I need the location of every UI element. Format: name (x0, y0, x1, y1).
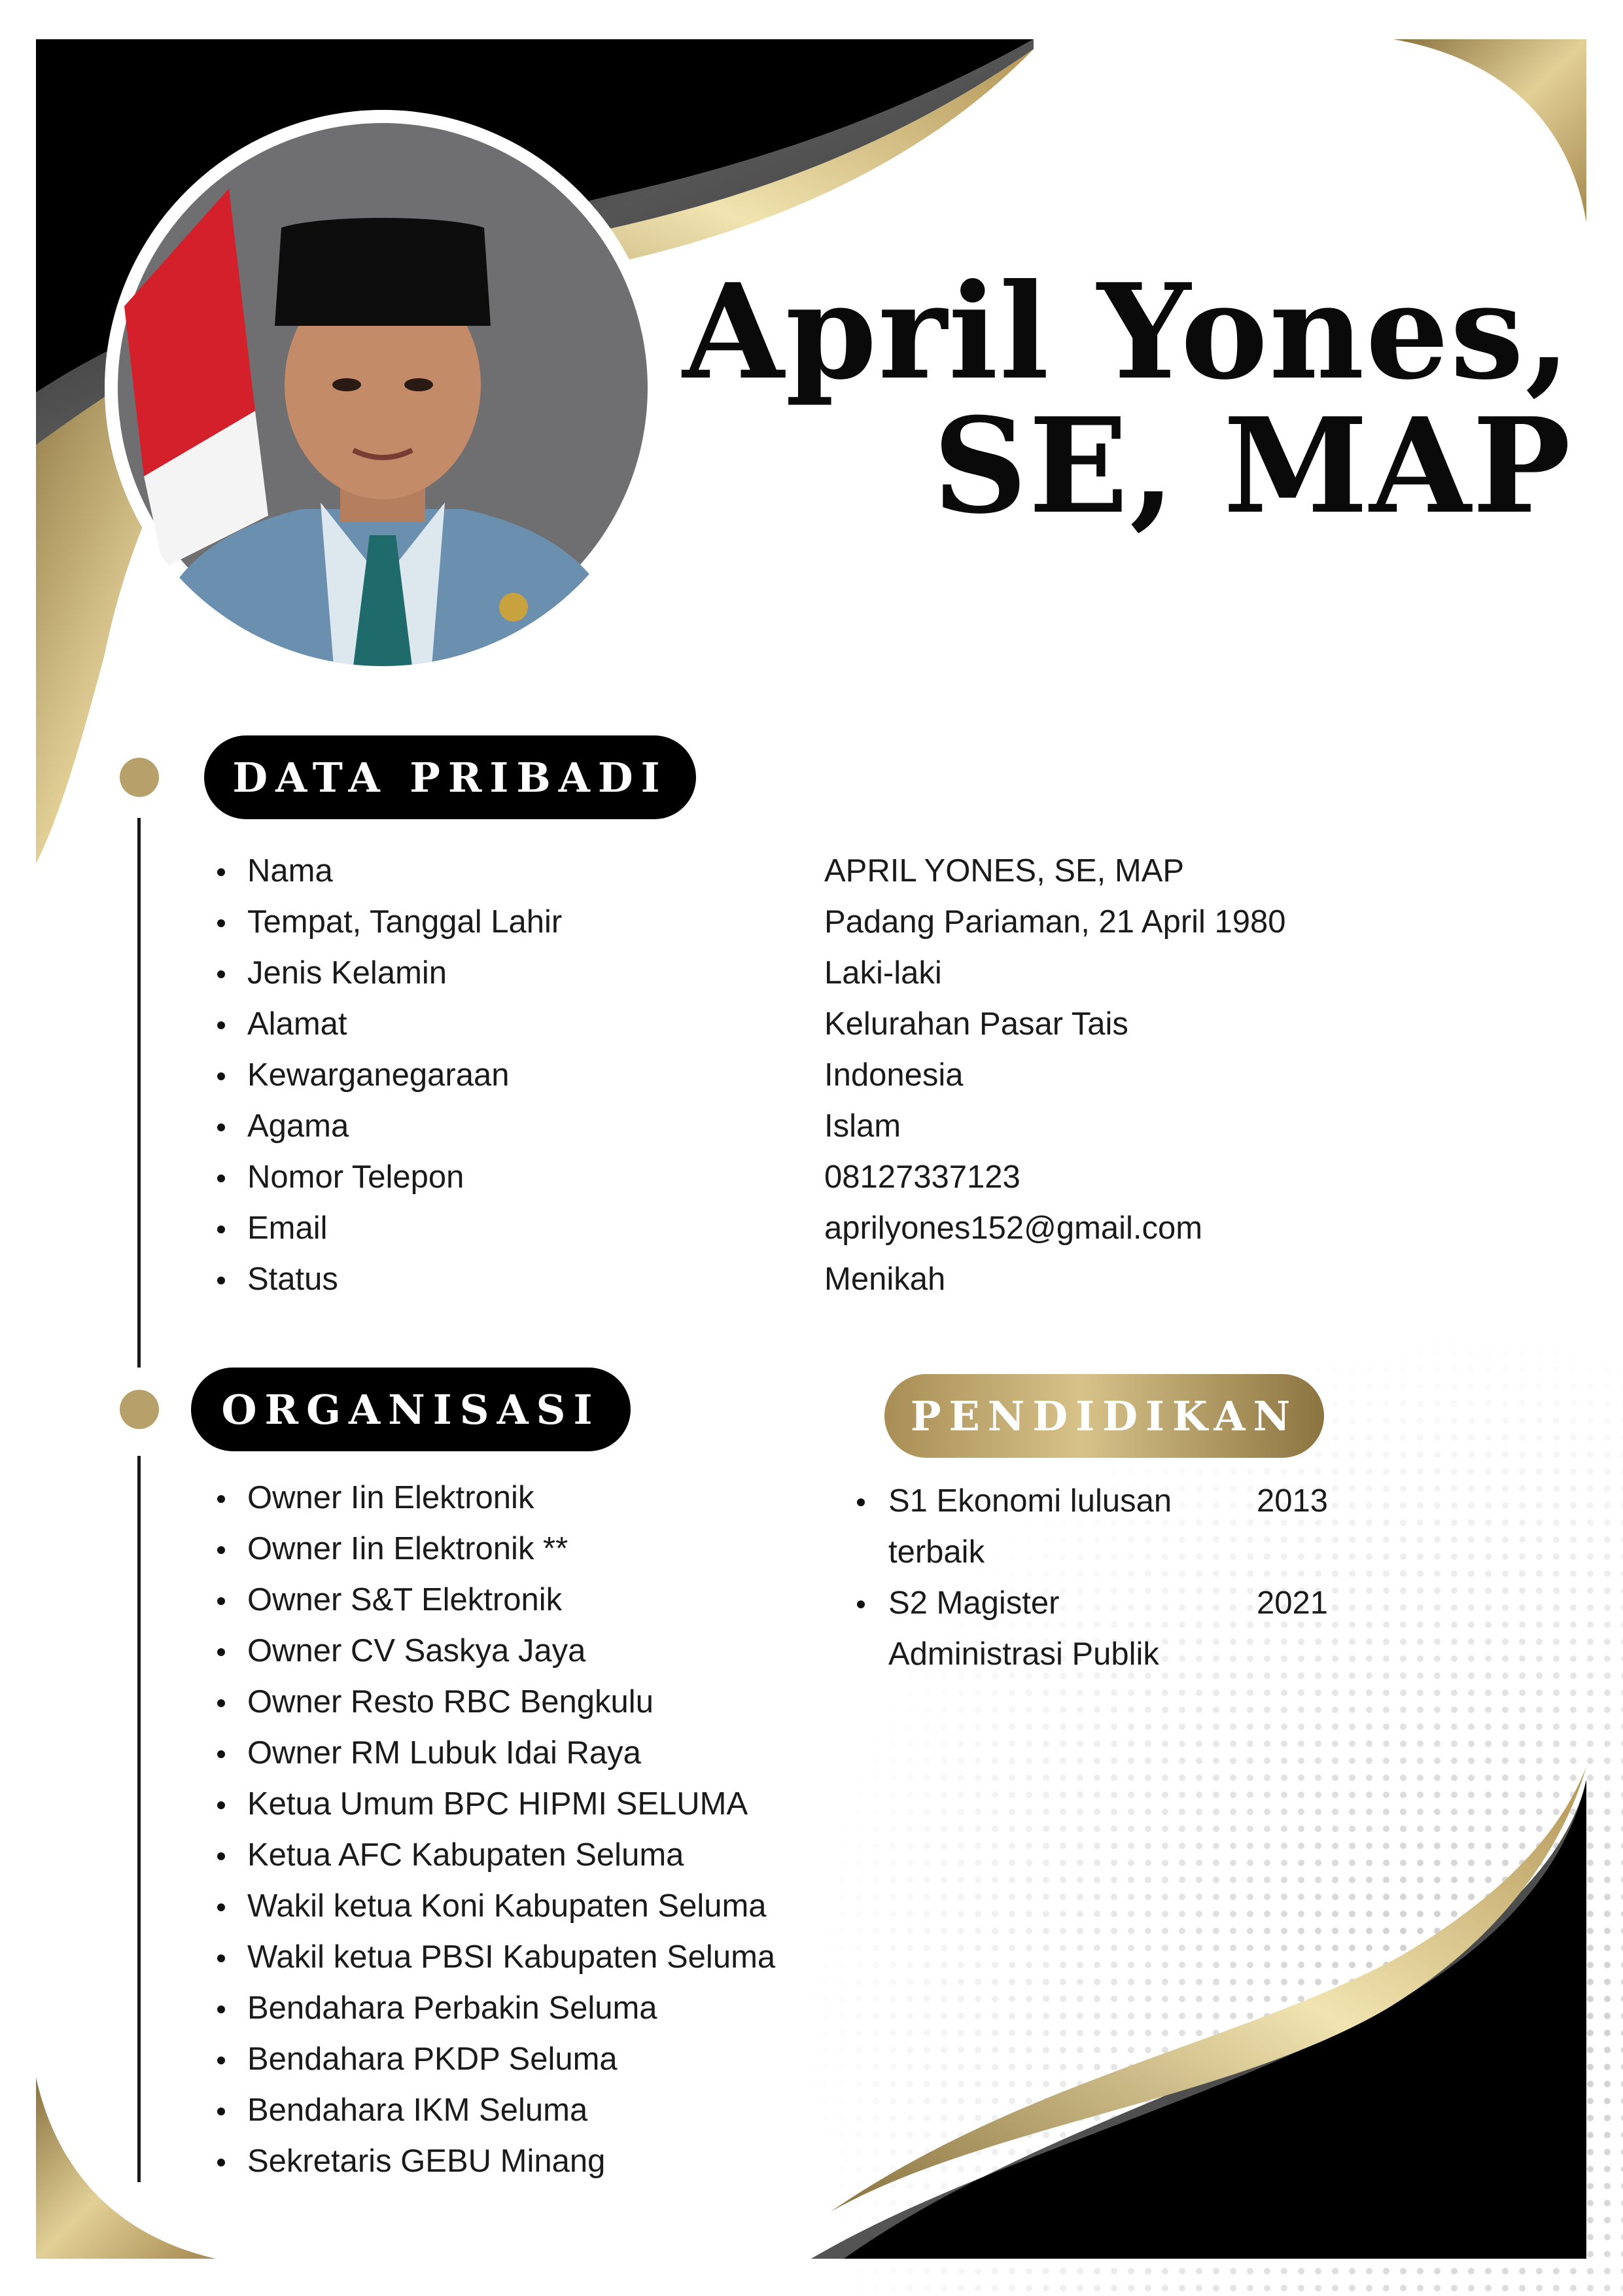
personal-label: Alamat (217, 998, 562, 1050)
organization-item: Owner Iin Elektronik ** (217, 1523, 775, 1574)
personal-label: Tempat, Tanggal Lahir (217, 896, 562, 947)
personal-value: 08127337123 (824, 1159, 1021, 1195)
education-item (857, 1578, 1328, 1680)
timeline-dot (120, 758, 159, 797)
section-title-organization: ORGANISASI (191, 1368, 631, 1451)
education-item (857, 1475, 1328, 1578)
personal-label: Agama (217, 1101, 562, 1152)
personal-value: Menikah (824, 1262, 946, 1297)
timeline-dot (120, 1390, 159, 1429)
personal-values (824, 845, 1286, 1305)
personal-label: Kewarganegaraan (217, 1050, 562, 1101)
personal-value: Kelurahan Pasar Tais (824, 1006, 1128, 1042)
organization-item: Wakil ketua Koni Kabupaten Seluma (217, 1881, 775, 1932)
education-year: 2021 (1256, 1585, 1328, 1621)
personal-value: Islam (824, 1108, 901, 1144)
section-title-personal: DATA PRIBADI (204, 735, 696, 819)
personal-labels (217, 845, 562, 1305)
personal-value: Indonesia (824, 1057, 964, 1093)
education-year: 2013 (1256, 1483, 1328, 1519)
profile-photo (105, 110, 661, 666)
education-degree: S2 Magister Administrasi Publik (888, 1585, 1159, 1672)
organization-item: Wakil ketua PBSI Kabupaten Seluma (217, 1932, 775, 1983)
personal-value: Padang Pariaman, 21 April 1980 (824, 904, 1286, 940)
timeline-line (137, 1456, 141, 2182)
personal-value: Laki-laki (824, 955, 942, 991)
organization-item: Owner Iin Elektronik (217, 1472, 775, 1523)
organization-item: Ketua Umum BPC HIPMI SELUMA (217, 1778, 775, 1829)
organization-item: Bendahara IKM Seluma (217, 2085, 775, 2136)
organization-item: Owner CV Saskya Jaya (217, 1625, 775, 1676)
personal-value: aprilyones152@gmail.com (824, 1210, 1203, 1246)
organization-item: Ketua AFC Kabupaten Seluma (217, 1829, 775, 1881)
organization-item: Bendahara Perbakin Seluma (217, 1983, 775, 2034)
organization-list (217, 1472, 775, 2187)
personal-label: Jenis Kelamin (217, 947, 562, 998)
personal-label: Nomor Telepon (217, 1152, 562, 1203)
personal-label: Nama (217, 845, 562, 896)
education-list (857, 1475, 1328, 1680)
organization-item: Bendahara PKDP Seluma (217, 2034, 775, 2085)
organization-item: Owner RM Lubuk Idai Raya (217, 1727, 775, 1778)
name-line-1: April Yones, (682, 255, 1572, 409)
section-title-education: PENDIDIKAN (884, 1374, 1324, 1458)
name-line-2: SE, MAP (932, 389, 1572, 543)
personal-label: Status (217, 1254, 562, 1305)
personal-label: Email (217, 1203, 562, 1254)
personal-value: APRIL YONES, SE, MAP (824, 853, 1185, 889)
timeline-line (137, 818, 141, 1368)
organization-item: Sekretaris GEBU Minang (217, 2136, 775, 2187)
organization-item: Owner S&T Elektronik (217, 1574, 775, 1625)
education-degree: S1 Ekonomi lulusan terbaik (888, 1483, 1172, 1570)
organization-item: Owner Resto RBC Bengkulu (217, 1676, 775, 1727)
full-name (682, 255, 1572, 543)
